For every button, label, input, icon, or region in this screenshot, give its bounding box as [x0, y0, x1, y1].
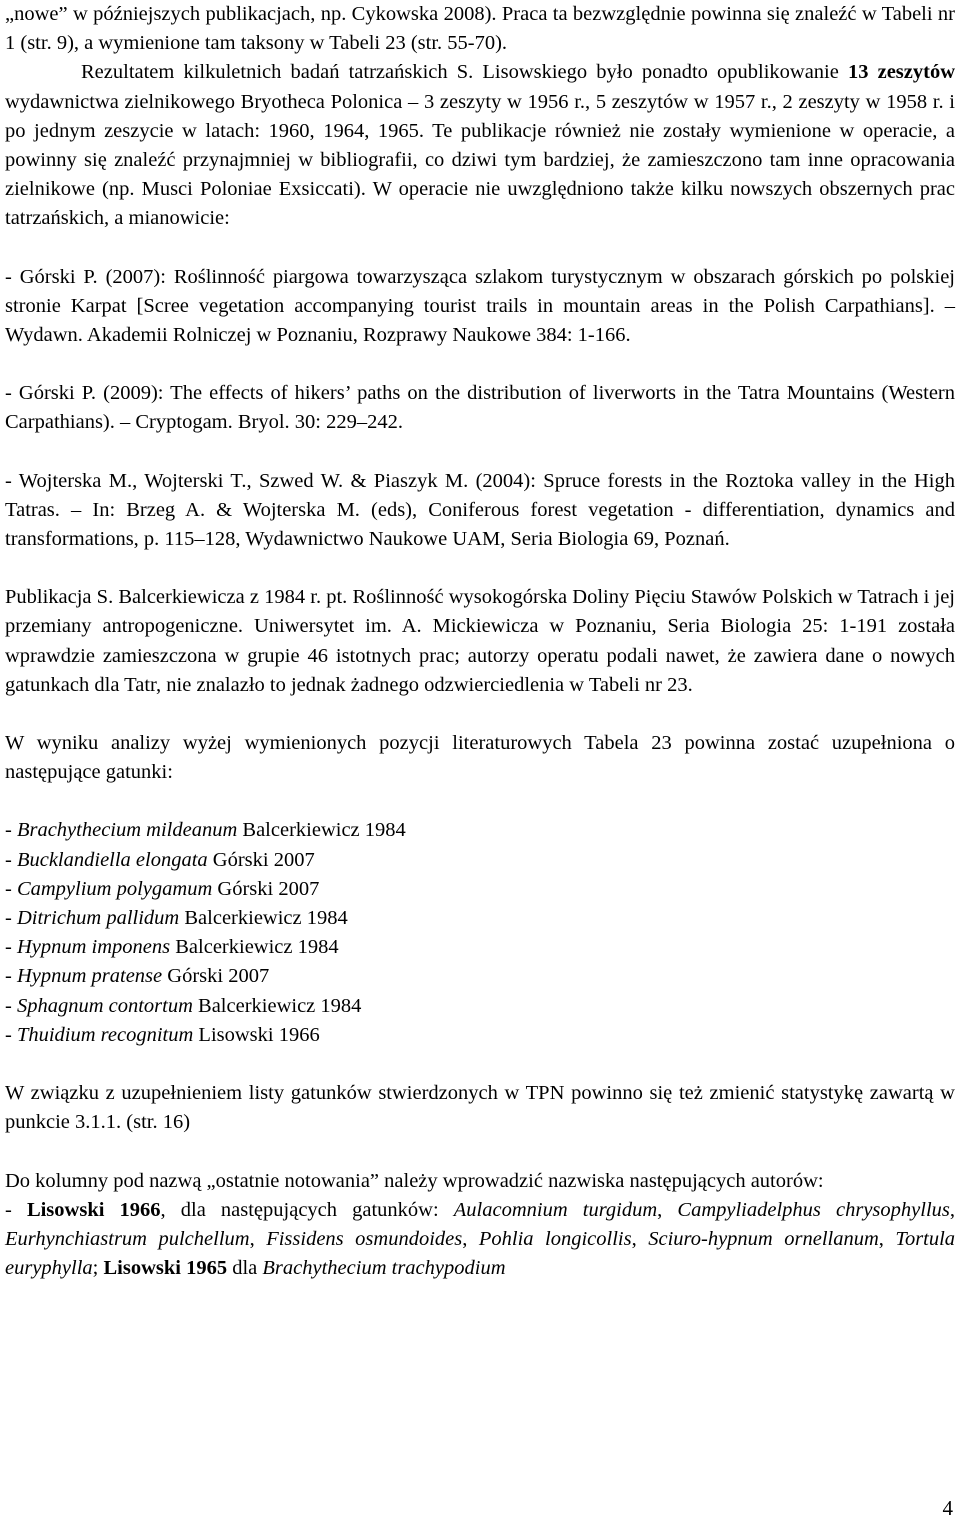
species-name: Tortula euryphylla	[5, 1227, 956, 1280]
species-name: Bucklandiella elongata	[16, 848, 208, 871]
list-item: - Thuidium recognitum Lisowski 1966	[5, 1023, 320, 1046]
text-segment: Rezultatem kilkuletnich badań tatrzańskich S. Lisowskiego było ponadto opublikowanie	[81, 61, 848, 84]
paragraph-lisowski-species: - Lisowski 1966, dla następujących gatunków: Aulacomnium turgidum, Campyliadelphus chrysophyllus, Eurhynchiastrum pulchellum, Fissidens osmundoides, Pohlia longicollis, Sciuro-hypnum ornellanum, Tortula euryphylla; Lisowski 1965 dla Brachythecium trachypodium	[5, 1198, 956, 1280]
list-item: - Hypnum pratense Górski 2007	[5, 965, 270, 988]
species-name: Sphagnum contortum	[16, 994, 193, 1017]
paragraph-balcerkiewicz: Publikacja S. Balcerkiewicza z 1984 r. pt. Roślinność wysokogórska Doliny Pięciu Stawów Polskich w Tatrach i jej przemiany antropogeniczne. Uniwersytet im. A. Mickiewicza w Poznaniu, Seria Biologia 25: 1-191 została wprawdzie zamieszczona w grupie 46 istotnych prac; autorzy operatu podali nawet, że zawiera dane o nowych gatunkach dla Tatr, nie znalazło to jednak żadnego odzwierciedlenia w Tabeli nr 23.	[5, 586, 955, 696]
bold-text: Lisowski 1965	[103, 1257, 228, 1280]
species-name: Brachythecium trachypodium	[262, 1257, 506, 1280]
species-name: Campylium polygamum	[16, 877, 213, 900]
list-item: - Brachythecium mildeanum Balcerkiewicz 1984	[5, 819, 406, 842]
paragraph-lisowski-works	[5, 0, 955, 234]
paragraph-statistics: W związku z uzupełnieniem listy gatunków stwierdzonych w TPN powinno się też zmienić statystykę zawartą w punkcie 3.1.1. (str. 16)	[5, 1082, 955, 1134]
species-name: Brachythecium mildeanum	[16, 819, 238, 842]
species-name: Thuidium recognitum	[16, 1023, 194, 1046]
species-list	[5, 816, 955, 1050]
reference-gorski-2007: - Górski P. (2007): Roślinność piargowa towarzysząca szlakom turystycznym w obszarach górskich po polskiej stronie Karpat [Scree vegetation accompanying tourist trails in mountain areas in the Polish Carpathians]. – Wydawn. Akademii Rolniczej w Poznaniu, Rozprawy Naukowe 384: 1-166.	[5, 265, 955, 347]
text-segment: „nowe” w późniejszych publikacjach, np. Cykowska 2008). Praca ta bezwzględnie powinna się znaleźć w Tabeli nr 1 (str. 9), a wymienione tam taksony w Tabeli 23 (str. 55-70).	[5, 3, 955, 55]
species-name: Campyliadelphus chrysophyllus	[677, 1198, 950, 1221]
species-name: Fissidens osmundoides	[266, 1227, 463, 1250]
species-name: Eurhynchiastrum pulchellum	[5, 1227, 250, 1250]
list-item: - Ditrichum pallidum Balcerkiewicz 1984	[5, 907, 348, 930]
species-name: Pohlia longicollis	[478, 1227, 632, 1250]
species-name: Aulacomnium turgidum	[453, 1198, 658, 1221]
species-name: Ditrichum pallidum	[16, 907, 180, 930]
reference-wojterska-2004: - Wojterska M., Wojterski T., Szwed W. & Piaszyk M. (2004): Spruce forests in the Roztoka valley in the High Tatras. – In: Brzeg A. & Wojterska M. (eds), Coniferous forest vegetation - differentiation, dynamics and transformations, p. 115–128, Wydawnictwo Naukowe UAM, Seria Biologia 69, Poznań.	[5, 469, 955, 551]
paragraph-last-records: Do kolumny pod nazwą „ostatnie notowania” należy wprowadzić nazwiska następujących autorów:	[5, 1169, 824, 1192]
list-item: - Campylium polygamum Górski 2007	[5, 877, 320, 900]
page-number: 4	[942, 1496, 953, 1520]
species-name: Hypnum imponens	[16, 936, 171, 959]
bold-text: 13 zeszytów	[847, 61, 956, 84]
bold-text: Lisowski 1966	[26, 1198, 161, 1221]
list-item: - Hypnum imponens Balcerkiewicz 1984	[5, 936, 339, 959]
list-item: - Sphagnum contortum Balcerkiewicz 1984	[5, 994, 362, 1017]
paragraph-analysis: W wyniku analizy wyżej wymienionych pozycji literaturowych Tabela 23 powinna zostać uzupełniona o następujące gatunki:	[5, 732, 955, 784]
reference-gorski-2009: - Górski P. (2009): The effects of hikers’ paths on the distribution of liverworts in the Tatra Mountains (Western Carpathians). – Cryptogam. Bryol. 30: 229–242.	[5, 382, 955, 434]
document-page	[5, 0, 955, 1283]
text-segment: wydawnictwa zielnikowego Bryotheca Polonica – 3 zeszyty w 1956 r., 5 zeszytów w 1957 r., 2 zeszyty w 1958 r. i po jednym zeszycie w latach: 1960, 1964, 1965. Te publikacje również nie zostały wymienione w operacie, a powinny się znaleźć przynajmniej w bibliografii, co dziwi tym bardziej, że zamieszczono tam inne opracowania zielnikowe (np. Musci Poloniae Exsiccati). W operacie nie uwzględniono także kilku nowszych obszernych prac tatrzańskich, a mianowicie:	[5, 90, 955, 230]
species-name: Sciuro-hypnum ornellanum	[648, 1227, 879, 1250]
species-name: Hypnum pratense	[16, 965, 163, 988]
list-item: - Bucklandiella elongata Górski 2007	[5, 848, 315, 871]
